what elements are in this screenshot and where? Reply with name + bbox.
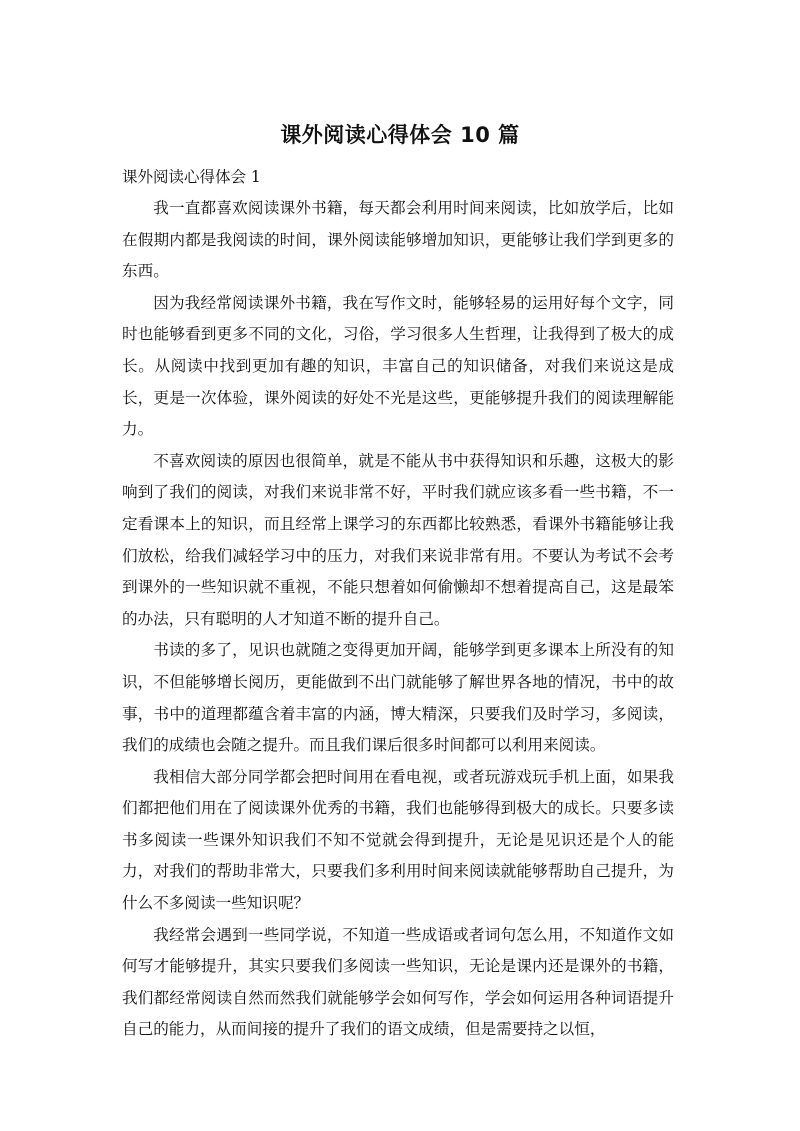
paragraph: 书读的多了，见识也就随之变得更加开阔，能够学到更多课本上所没有的知识，不但能够增长阅历，更能做到不出门就能够了解世界各地的情况，书中的故事，书中的道理都蕴含着丰富的内涵，博大精深，只要我们及时学习，多阅读，我们的成绩也会随之提升。而且我们课后很多时间都可以利用来阅读。 [122, 641, 674, 755]
paragraph: 因为我经常阅读课外书籍，我在写作文时，能够轻易的运用好每个文字，同时也能够看到更多不同的文化，习俗，学习很多人生哲理，让我得到了极大的成长。从阅读中找到更加有趣的知识，丰富自己的知识储备，对我们来说这是成长，更是一次体验，课外阅读的好处不光是这些，更能够提升我们的阅读理解能力。 [122, 293, 674, 439]
document-title: 课外阅读心得体会 10 篇 [280, 123, 520, 147]
paragraph: 不喜欢阅读的原因也很简单，就是不能从书中获得知识和乐趣，这极大的影响到了我们的阅读，对我们来说非常不好，平时我们就应该多看一些书籍，不一定看课本上的知识，而且经常上课学习的东西都比较熟悉，看课外书籍能够让我们放松，给我们减轻学习中的压力，对我们来说非常有用。不要认为考试不会考到课外的一些知识就不重视，不能只想着如何偷懒却不想着提高自己，这是最笨的办法，只有聪明的人才知道不断的提升自己。 [122, 451, 674, 628]
paragraph: 我一直都喜欢阅读课外书籍，每天都会利用时间来阅读，比如放学后，比如在假期内都是我阅读的时间，课外阅读能够增加知识，更能够让我们学到更多的东西。 [122, 199, 674, 281]
section-heading: 课外阅读心得体会 1 [122, 168, 261, 186]
document-body [122, 193, 674, 1046]
paragraph: 我相信大部分同学都会把时间用在看电视，或者玩游戏玩手机上面，如果我们都把他们用在了阅读课外优秀的书籍，我们也能够得到极大的成长。只要多读书多阅读一些课外知识我们不知不觉就会得到提升，无论是见识还是个人的能力，对我们的帮助非常大，只要我们多利用时间来阅读就能够帮助自己提升，为什么不多阅读一些知识呢？ [122, 767, 674, 913]
paragraph: 我经常会遇到一些同学说，不知道一些成语或者词句怎么用，不知道作文如何写才能够提升，其实只要我们多阅读一些知识，无论是课内还是课外的书籍，我们都经常阅读自然而然我们就能够学会如何写作，学会如何运用各种词语提升自己的能力，从而间接的提升了我们的语文成绩，但是需要持之以恒， [122, 925, 674, 1039]
